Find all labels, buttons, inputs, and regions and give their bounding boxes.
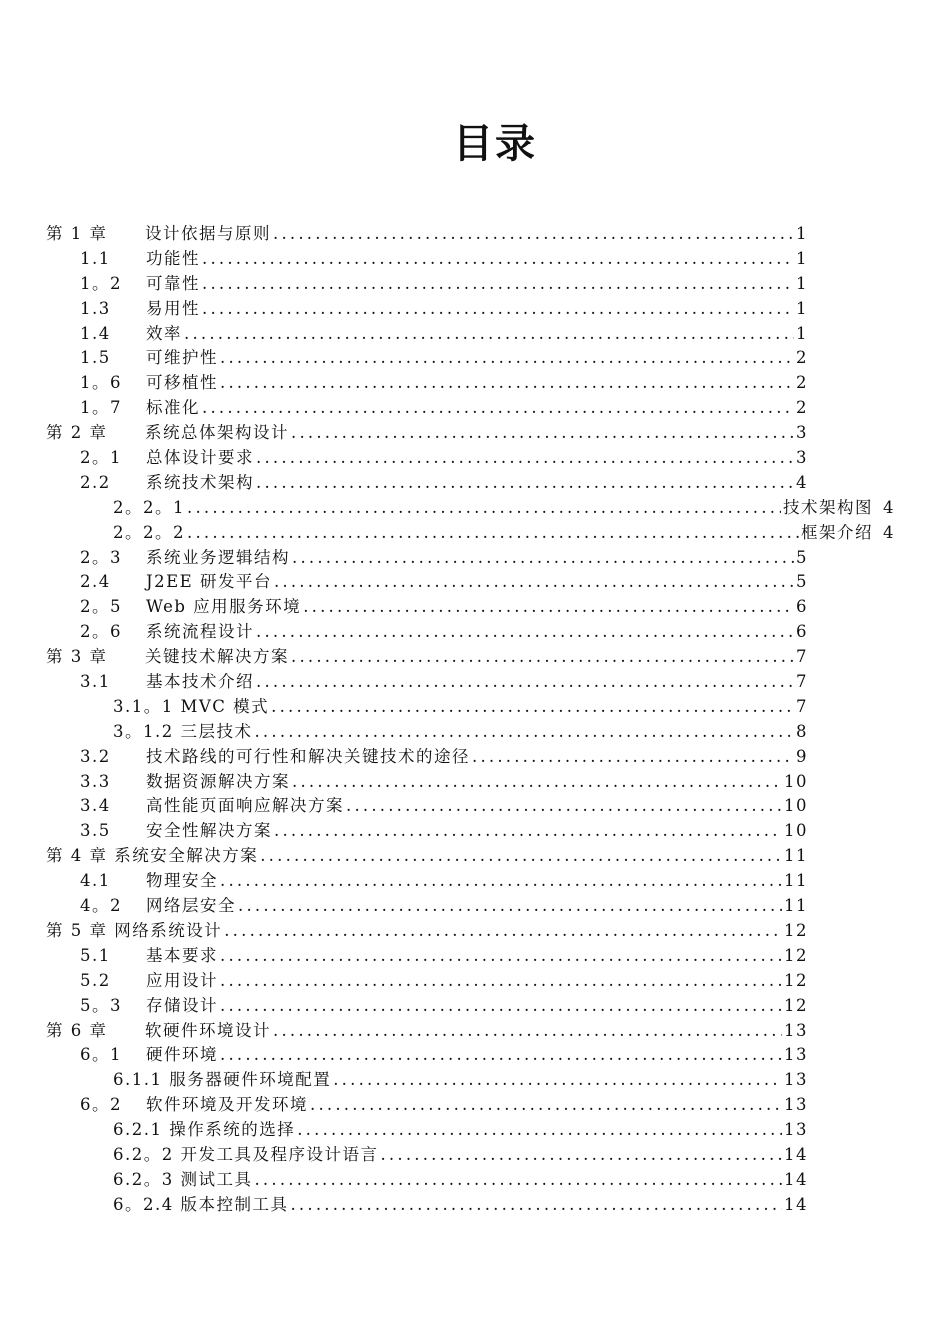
toc-entry[interactable] — [46, 446, 808, 471]
toc-entry-page: 4 — [883, 522, 895, 542]
toc-entry-page: 10 — [784, 821, 808, 841]
toc-entry[interactable] — [46, 421, 808, 446]
toc-leader-dots — [202, 247, 794, 272]
toc-entry[interactable] — [46, 919, 808, 944]
toc-leader-dots — [220, 346, 794, 371]
toc-entry-title: 数据资源解决方案 — [146, 771, 290, 791]
toc-entry-number: 第 4 章 系统安全解决方案 — [46, 846, 259, 866]
toc-entry-title: 高性能页面响应解决方案 — [146, 796, 344, 816]
toc-entry-page: 3 — [796, 448, 808, 468]
toc-entry[interactable] — [46, 1118, 808, 1143]
toc-entry-page: 9 — [796, 746, 808, 766]
toc-entry-title: 系统总体架构设计 — [145, 423, 289, 443]
toc-entry-title: 可移植性 — [146, 373, 218, 393]
toc-entry[interactable] — [46, 570, 808, 595]
toc-leader-dots — [238, 894, 782, 919]
toc-entry-page: 7 — [796, 647, 808, 667]
toc-entry-number: 第 1 章 — [46, 224, 108, 243]
toc-leader-dots — [291, 421, 794, 446]
toc-entry-number: 2。1 — [80, 448, 122, 468]
toc-entry-number: 1.5 — [80, 348, 111, 368]
toc-leader-dots — [310, 1093, 782, 1118]
toc-entry-number: 3.3 — [80, 771, 111, 791]
toc-entry[interactable] — [46, 1019, 808, 1044]
toc-entry-title: 安全性解决方案 — [146, 821, 272, 841]
toc-entry-title: 标准化 — [146, 398, 200, 418]
toc-entry-number: 2。5 — [80, 597, 122, 617]
toc-entry-title: 系统业务逻辑结构 — [146, 547, 290, 567]
toc-entry[interactable] — [46, 297, 808, 322]
toc-leader-dots — [220, 944, 782, 969]
toc-entry[interactable] — [46, 745, 808, 770]
toc-leader-dots — [202, 272, 794, 297]
toc-entry-title: 系统流程设计 — [146, 622, 254, 642]
toc-leader-dots — [256, 620, 794, 645]
toc-entry-title: 软硬件环境设计 — [145, 1020, 271, 1040]
toc-entry-number: 第 3 章 — [46, 647, 108, 667]
toc-entry-number: 1。6 — [80, 373, 122, 393]
toc-entry-number: 1。2 — [80, 273, 122, 293]
toc-leader-dots — [346, 794, 782, 819]
toc-entry-page: 10 — [784, 796, 808, 816]
toc-entry-number: 3。1.2 三层技术 — [113, 721, 253, 741]
toc-entry-number: 第 5 章 网络系统设计 — [46, 920, 223, 940]
toc-entry-page: 14 — [784, 1144, 808, 1164]
toc-entry-page: 2 — [796, 398, 808, 418]
toc-leader-dots — [202, 396, 794, 421]
toc-entry[interactable] — [46, 645, 808, 670]
toc-entry-title: 功能性 — [146, 248, 200, 268]
toc-entry-page: 12 — [784, 995, 808, 1015]
toc-entry-number: 6。1 — [80, 1045, 122, 1065]
toc-entry-number: 6.1.1 服务器硬件环境配置 — [113, 1070, 332, 1090]
toc-leader-dots — [220, 371, 794, 396]
toc-entry-number: 6.2。2 开发工具及程序设计语言 — [113, 1144, 379, 1164]
toc-entry-page: 7 — [796, 672, 808, 692]
toc-entry-number: 4.1 — [80, 871, 111, 891]
toc-entry-page: 13 — [784, 1095, 808, 1115]
toc-entry[interactable] — [46, 322, 808, 347]
toc-entry-number: 2.2 — [80, 472, 111, 492]
toc-leader-dots — [291, 645, 794, 670]
toc-entry-page: 13 — [784, 1120, 808, 1140]
toc-leader-dots — [271, 695, 794, 720]
toc-entry-number: 6.2。3 测试工具 — [113, 1169, 253, 1189]
toc-leader-dots — [260, 844, 782, 869]
toc-entry-title: 应用设计 — [146, 970, 218, 990]
toc-leader-dots — [187, 496, 781, 521]
toc-entry-number: 1.4 — [80, 323, 111, 343]
toc-entry[interactable] — [46, 222, 808, 247]
toc-entry[interactable] — [46, 1143, 808, 1168]
toc-entry[interactable] — [46, 1193, 808, 1218]
toc-entry-title: 易用性 — [146, 298, 200, 318]
toc-entry[interactable] — [46, 546, 808, 571]
toc-entry-title: 可维护性 — [146, 348, 218, 368]
toc-entry-number: 2。6 — [80, 622, 122, 642]
toc-entry[interactable] — [46, 969, 808, 994]
toc-entry-number: 第 6 章 — [46, 1020, 108, 1040]
toc-entry-title: 基本要求 — [146, 945, 218, 965]
toc-entry-page: 1 — [796, 273, 808, 293]
toc-entry-page: 4 — [796, 472, 808, 492]
toc-leader-dots — [224, 919, 782, 944]
toc-entry-number: 6.2.1 操作系统的选择 — [113, 1120, 296, 1140]
table-of-contents — [46, 222, 895, 1218]
toc-entry-page: 1 — [796, 323, 808, 343]
toc-entry-title: 网络层安全 — [146, 896, 236, 916]
toc-entry-title: J2EE 研发平台 — [146, 572, 272, 592]
toc-entry-number: 第 2 章 — [46, 423, 108, 443]
toc-entry-page: 12 — [784, 970, 808, 990]
toc-entry-page: 11 — [784, 896, 808, 916]
toc-leader-dots — [273, 222, 794, 247]
toc-entry-page: 6 — [796, 597, 808, 617]
toc-entry-page: 13 — [784, 1020, 808, 1040]
toc-entry[interactable] — [46, 794, 808, 819]
toc-entry-page: 11 — [784, 871, 808, 891]
toc-entry-number: 3.5 — [80, 821, 111, 841]
toc-entry-number: 6。2.4 版本控制工具 — [113, 1194, 289, 1214]
toc-leader-dots — [274, 570, 794, 595]
toc-leader-dots — [254, 1168, 782, 1193]
toc-leader-dots — [220, 994, 782, 1019]
toc-entry-page: 2 — [796, 348, 808, 368]
toc-entry-page: 8 — [796, 721, 808, 741]
toc-entry[interactable] — [46, 1068, 808, 1093]
toc-entry[interactable] — [46, 770, 808, 795]
toc-entry-number: 5.2 — [80, 970, 111, 990]
toc-entry[interactable] — [46, 620, 808, 645]
toc-entry-number: 6。2 — [80, 1095, 122, 1115]
toc-entry-page: 6 — [796, 622, 808, 642]
toc-entry[interactable] — [46, 396, 808, 421]
toc-leader-dots — [292, 770, 782, 795]
toc-entry-number: 2.4 — [80, 572, 111, 592]
toc-entry-number: 3.1。1 MVC 模式 — [113, 696, 270, 716]
toc-entry[interactable] — [46, 496, 895, 521]
toc-entry[interactable] — [46, 247, 808, 272]
toc-entry[interactable] — [46, 471, 808, 496]
toc-entry-title: 设计依据与原则 — [145, 224, 271, 243]
toc-entry-page: 12 — [784, 920, 808, 940]
toc-entry[interactable] — [46, 371, 808, 396]
toc-leader-dots — [472, 745, 794, 770]
toc-entry[interactable] — [46, 894, 808, 919]
toc-leader-dots — [292, 546, 794, 571]
toc-leader-dots — [256, 670, 794, 695]
toc-entry-title: 物理安全 — [146, 871, 218, 891]
toc-entry[interactable] — [46, 1168, 808, 1193]
toc-entry-number: 5.1 — [80, 945, 111, 965]
toc-entry-number: 4。2 — [80, 896, 122, 916]
toc-entry-page: 7 — [796, 696, 808, 716]
toc-entry-page: 1 — [796, 224, 808, 243]
toc-entry-page: 5 — [796, 572, 808, 592]
toc-leader-dots — [303, 595, 794, 620]
toc-leader-dots — [274, 819, 782, 844]
toc-entry[interactable] — [46, 994, 808, 1019]
toc-entry-number: 3.4 — [80, 796, 111, 816]
toc-entry-number: 1.1 — [80, 248, 111, 268]
toc-leader-dots — [202, 297, 794, 322]
toc-entry-number: 1.3 — [80, 298, 111, 318]
toc-entry-page: 10 — [784, 771, 808, 791]
toc-entry-title: 存储设计 — [146, 995, 218, 1015]
toc-leader-dots — [256, 471, 794, 496]
toc-leader-dots — [220, 869, 782, 894]
toc-entry-number: 3.2 — [80, 746, 111, 766]
toc-leader-dots — [297, 1118, 782, 1143]
toc-entry-title: 可靠性 — [146, 273, 200, 293]
toc-entry-title: 框架介绍 — [801, 522, 873, 542]
toc-entry-title: 硬件环境 — [146, 1045, 218, 1065]
toc-entry-title: 关键技术解决方案 — [145, 647, 289, 667]
toc-entry-title: 软件环境及开发环境 — [146, 1095, 308, 1115]
toc-entry-page: 2 — [796, 373, 808, 393]
toc-entry-title: 基本技术介绍 — [146, 672, 254, 692]
toc-entry[interactable] — [46, 670, 808, 695]
toc-entry-number: 5。3 — [80, 995, 122, 1015]
toc-entry[interactable] — [46, 1043, 808, 1068]
toc-leader-dots — [273, 1019, 782, 1044]
toc-entry-number: 1。7 — [80, 398, 122, 418]
toc-entry-page: 4 — [883, 497, 895, 517]
toc-entry-title: 效率 — [146, 323, 182, 343]
toc-entry-number: 2。2。1 — [113, 497, 185, 517]
toc-leader-dots — [254, 720, 794, 745]
toc-entry[interactable] — [46, 944, 808, 969]
toc-entry-page: 13 — [784, 1045, 808, 1065]
toc-entry[interactable] — [46, 272, 808, 297]
toc-leader-dots — [187, 521, 799, 546]
toc-entry[interactable] — [46, 695, 808, 720]
toc-entry-page: 1 — [796, 248, 808, 268]
toc-entry-title: 技术路线的可行性和解决关键技术的途径 — [146, 746, 470, 766]
toc-leader-dots — [333, 1068, 782, 1093]
toc-entry-page: 1 — [796, 298, 808, 318]
toc-leader-dots — [380, 1143, 782, 1168]
toc-entry-title: 总体设计要求 — [146, 448, 254, 468]
page-title: 目录 — [453, 121, 537, 167]
toc-leader-dots — [184, 322, 794, 347]
toc-entry[interactable] — [46, 720, 808, 745]
toc-entry-number: 2。3 — [80, 547, 122, 567]
toc-leader-dots — [256, 446, 794, 471]
toc-entry[interactable] — [46, 844, 808, 869]
toc-entry-number: 2。2。2 — [113, 522, 185, 542]
toc-entry-page: 12 — [784, 945, 808, 965]
toc-entry-page: 5 — [796, 547, 808, 567]
toc-entry-title: 系统技术架构 — [146, 472, 254, 492]
toc-leader-dots — [220, 1043, 782, 1068]
toc-leader-dots — [220, 969, 782, 994]
toc-entry[interactable] — [46, 521, 895, 546]
toc-entry-page: 11 — [784, 846, 808, 866]
toc-entry-page: 14 — [784, 1169, 808, 1189]
toc-leader-dots — [290, 1193, 782, 1218]
toc-entry-title: 技术架构图 — [783, 497, 873, 517]
toc-entry-title: Web 应用服务环境 — [146, 597, 302, 617]
toc-entry-number: 3.1 — [80, 672, 111, 692]
toc-entry[interactable] — [46, 819, 808, 844]
toc-entry-page: 13 — [784, 1070, 808, 1090]
toc-entry[interactable] — [46, 595, 808, 620]
toc-entry[interactable] — [46, 346, 808, 371]
toc-entry[interactable] — [46, 869, 808, 894]
toc-entry-page: 14 — [784, 1194, 808, 1214]
toc-entry-page: 3 — [796, 423, 808, 443]
toc-entry[interactable] — [46, 1093, 808, 1118]
